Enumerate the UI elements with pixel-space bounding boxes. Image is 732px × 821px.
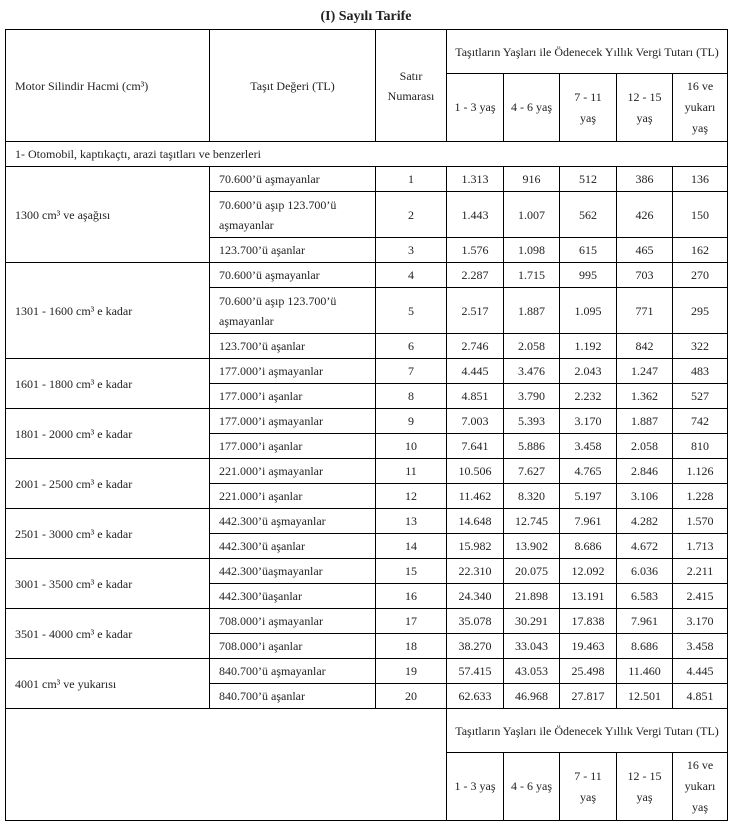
table-row	[6, 659, 728, 684]
engine-volume-cell: 4001 cm³ ve yukarısı	[6, 659, 210, 709]
vehicle-value-cell: 123.700’ü aşanlar	[210, 334, 376, 359]
vehicle-value-cell: 442.300’üaşanlar	[210, 584, 376, 609]
tax-amount-cell: 465	[617, 238, 673, 263]
tax-amount-cell: 2.232	[560, 384, 617, 409]
tax-amount-cell: 2.211	[673, 559, 728, 584]
tariff-table	[5, 29, 728, 821]
row-number-cell: 19	[376, 659, 447, 684]
tax-amount-cell: 4.445	[447, 359, 504, 384]
header-age-5: 16 ve yukarı yaş	[673, 74, 728, 142]
header-row-number: Satır Numarası	[376, 30, 447, 142]
tax-amount-cell: 7.961	[617, 609, 673, 634]
row-number-cell: 13	[376, 509, 447, 534]
tax-amount-cell: 2.415	[673, 584, 728, 609]
table-row	[6, 509, 728, 534]
vehicle-value-cell: 123.700’ü aşanlar	[210, 238, 376, 263]
tax-amount-cell: 322	[673, 334, 728, 359]
tax-amount-cell: 15.982	[447, 534, 504, 559]
row-number-cell: 18	[376, 634, 447, 659]
section-row	[6, 142, 728, 167]
tariff-table-body	[6, 30, 728, 821]
tax-amount-cell: 7.961	[560, 509, 617, 534]
vehicle-value-cell: 221.000’i aşmayanlar	[210, 459, 376, 484]
row-number-cell: 17	[376, 609, 447, 634]
vehicle-value-cell: 708.000’i aşanlar	[210, 634, 376, 659]
tax-amount-cell: 4.282	[617, 509, 673, 534]
tax-amount-cell: 4.851	[447, 384, 504, 409]
tax-amount-cell: 3.476	[504, 359, 560, 384]
row-number-cell: 16	[376, 584, 447, 609]
tax-amount-cell: 1.887	[504, 288, 560, 334]
footer-age-4: 12 - 15 yaş	[617, 753, 673, 821]
tax-amount-cell: 5.393	[504, 409, 560, 434]
tax-amount-cell: 386	[617, 167, 673, 192]
tax-amount-cell: 6.036	[617, 559, 673, 584]
tax-amount-cell: 512	[560, 167, 617, 192]
row-number-cell: 11	[376, 459, 447, 484]
tax-amount-cell: 46.968	[504, 684, 560, 709]
table-row	[6, 559, 728, 584]
tax-amount-cell: 162	[673, 238, 728, 263]
header-age-3: 7 - 11 yaş	[560, 74, 617, 142]
tax-amount-cell: 2.517	[447, 288, 504, 334]
vehicle-value-cell: 442.300’ü aşanlar	[210, 534, 376, 559]
tax-amount-cell: 295	[673, 288, 728, 334]
tax-amount-cell: 25.498	[560, 659, 617, 684]
engine-volume-cell: 1301 - 1600 cm³ e kadar	[6, 263, 210, 359]
table-row	[6, 409, 728, 434]
tax-amount-cell: 1.887	[617, 409, 673, 434]
tax-amount-cell: 426	[617, 192, 673, 238]
vehicle-value-cell: 840.700’ü aşmayanlar	[210, 659, 376, 684]
tax-amount-cell: 810	[673, 434, 728, 459]
tax-amount-cell: 30.291	[504, 609, 560, 634]
section-title: 1- Otomobil, kaptıkaçtı, arazi taşıtları ve benzerleri	[6, 142, 728, 167]
vehicle-value-cell: 70.600’ü aşmayanlar	[210, 167, 376, 192]
tax-amount-cell: 1.098	[504, 238, 560, 263]
row-number-cell: 14	[376, 534, 447, 559]
footer-blank-cell	[6, 709, 447, 821]
engine-volume-cell: 3501 - 4000 cm³ e kadar	[6, 609, 210, 659]
tax-amount-cell: 14.648	[447, 509, 504, 534]
tax-amount-cell: 4.765	[560, 459, 617, 484]
table-row	[6, 167, 728, 192]
tax-amount-cell: 1.007	[504, 192, 560, 238]
tax-amount-cell: 4.851	[673, 684, 728, 709]
tax-amount-cell: 13.191	[560, 584, 617, 609]
vehicle-value-cell: 221.000’i aşanlar	[210, 484, 376, 509]
engine-volume-cell: 2001 - 2500 cm³ e kadar	[6, 459, 210, 509]
table-title: (I) Sayılı Tarife	[320, 9, 412, 24]
row-number-cell: 10	[376, 434, 447, 459]
tax-amount-cell: 615	[560, 238, 617, 263]
row-number-cell: 1	[376, 167, 447, 192]
tax-amount-cell: 1.362	[617, 384, 673, 409]
tax-amount-cell: 562	[560, 192, 617, 238]
tax-amount-cell: 35.078	[447, 609, 504, 634]
tax-amount-cell: 3.106	[617, 484, 673, 509]
engine-volume-cell: 1601 - 1800 cm³ e kadar	[6, 359, 210, 409]
tax-amount-cell: 2.846	[617, 459, 673, 484]
footer-header-row	[6, 709, 728, 753]
tax-amount-cell: 1.228	[673, 484, 728, 509]
footer-age-1: 1 - 3 yaş	[447, 753, 504, 821]
tax-amount-cell: 57.415	[447, 659, 504, 684]
tax-amount-cell: 17.838	[560, 609, 617, 634]
tax-amount-cell: 4.672	[617, 534, 673, 559]
tax-amount-cell: 7.641	[447, 434, 504, 459]
tax-amount-cell: 24.340	[447, 584, 504, 609]
vehicle-value-cell: 70.600’ü aşmayanlar	[210, 263, 376, 288]
tax-amount-cell: 33.043	[504, 634, 560, 659]
tax-amount-cell: 8.686	[560, 534, 617, 559]
tax-amount-cell: 527	[673, 384, 728, 409]
tax-amount-cell: 1.313	[447, 167, 504, 192]
engine-volume-cell: 2501 - 3000 cm³ e kadar	[6, 509, 210, 559]
header-row	[6, 30, 728, 74]
footer-age-5: 16 ve yukarı yaş	[673, 753, 728, 821]
header-engine-volume: Motor Silindir Hacmi (cm³)	[6, 30, 210, 142]
tax-amount-cell: 1.126	[673, 459, 728, 484]
row-number-cell: 6	[376, 334, 447, 359]
tax-amount-cell: 1.192	[560, 334, 617, 359]
vehicle-value-cell: 70.600’ü aşıp 123.700’ü aşmayanlar	[210, 288, 376, 334]
tax-amount-cell: 2.058	[617, 434, 673, 459]
vehicle-value-cell: 177.000’i aşmayanlar	[210, 409, 376, 434]
tax-amount-cell: 916	[504, 167, 560, 192]
header-tax-group: Taşıtların Yaşları ile Ödenecek Yıllık Vergi Tutarı (TL)	[447, 30, 728, 74]
footer-tax-group: Taşıtların Yaşları ile Ödenecek Yıllık Vergi Tutarı (TL)	[447, 709, 728, 753]
tax-amount-cell: 2.746	[447, 334, 504, 359]
table-row	[6, 263, 728, 288]
tax-amount-cell: 3.458	[673, 634, 728, 659]
row-number-cell: 2	[376, 192, 447, 238]
tax-amount-cell: 22.310	[447, 559, 504, 584]
tax-amount-cell: 2.058	[504, 334, 560, 359]
header-age-2: 4 - 6 yaş	[504, 74, 560, 142]
tax-amount-cell: 3.790	[504, 384, 560, 409]
tax-amount-cell: 150	[673, 192, 728, 238]
vehicle-value-cell: 177.000’i aşmayanlar	[210, 359, 376, 384]
footer-age-2: 4 - 6 yaş	[504, 753, 560, 821]
table-row	[6, 609, 728, 634]
tax-amount-cell: 43.053	[504, 659, 560, 684]
tax-amount-cell: 12.501	[617, 684, 673, 709]
engine-volume-cell: 1801 - 2000 cm³ e kadar	[6, 409, 210, 459]
tax-amount-cell: 2.043	[560, 359, 617, 384]
tax-amount-cell: 842	[617, 334, 673, 359]
vehicle-value-cell: 708.000’i aşmayanlar	[210, 609, 376, 634]
vehicle-value-cell: 70.600’ü aşıp 123.700’ü aşmayanlar	[210, 192, 376, 238]
tax-amount-cell: 5.197	[560, 484, 617, 509]
tax-amount-cell: 13.902	[504, 534, 560, 559]
row-number-cell: 5	[376, 288, 447, 334]
vehicle-value-cell: 442.300’ü aşmayanlar	[210, 509, 376, 534]
tax-amount-cell: 27.817	[560, 684, 617, 709]
tax-amount-cell: 742	[673, 409, 728, 434]
engine-volume-cell: 3001 - 3500 cm³ e kadar	[6, 559, 210, 609]
tax-amount-cell: 12.745	[504, 509, 560, 534]
tax-amount-cell: 4.445	[673, 659, 728, 684]
tax-amount-cell: 3.170	[560, 409, 617, 434]
row-number-cell: 8	[376, 384, 447, 409]
tax-amount-cell: 1.443	[447, 192, 504, 238]
tax-amount-cell: 8.320	[504, 484, 560, 509]
tax-amount-cell: 270	[673, 263, 728, 288]
tax-amount-cell: 5.886	[504, 434, 560, 459]
tax-amount-cell: 11.462	[447, 484, 504, 509]
engine-volume-cell: 1300 cm³ ve aşağısı	[6, 167, 210, 263]
tax-amount-cell: 1.576	[447, 238, 504, 263]
vehicle-value-cell: 177.000’i aşanlar	[210, 384, 376, 409]
tax-amount-cell: 62.633	[447, 684, 504, 709]
tax-amount-cell: 1.095	[560, 288, 617, 334]
row-number-cell: 7	[376, 359, 447, 384]
tax-amount-cell: 20.075	[504, 559, 560, 584]
tax-amount-cell: 8.686	[617, 634, 673, 659]
footer-age-3: 7 - 11 yaş	[560, 753, 617, 821]
tax-amount-cell: 6.583	[617, 584, 673, 609]
tax-amount-cell: 703	[617, 263, 673, 288]
vehicle-value-cell: 177.000’i aşanlar	[210, 434, 376, 459]
tax-amount-cell: 1.570	[673, 509, 728, 534]
header-age-4: 12 - 15 yaş	[617, 74, 673, 142]
tax-amount-cell: 1.715	[504, 263, 560, 288]
tax-amount-cell: 7.003	[447, 409, 504, 434]
tax-amount-cell: 1.247	[617, 359, 673, 384]
tax-amount-cell: 3.458	[560, 434, 617, 459]
tax-amount-cell: 11.460	[617, 659, 673, 684]
tax-amount-cell: 136	[673, 167, 728, 192]
tax-amount-cell: 483	[673, 359, 728, 384]
header-age-1: 1 - 3 yaş	[447, 74, 504, 142]
table-row	[6, 459, 728, 484]
table-row	[6, 359, 728, 384]
tax-amount-cell: 19.463	[560, 634, 617, 659]
tax-amount-cell: 38.270	[447, 634, 504, 659]
vehicle-value-cell: 442.300’üaşmayanlar	[210, 559, 376, 584]
tax-amount-cell: 995	[560, 263, 617, 288]
row-number-cell: 12	[376, 484, 447, 509]
tax-amount-cell: 21.898	[504, 584, 560, 609]
tax-amount-cell: 12.092	[560, 559, 617, 584]
row-number-cell: 4	[376, 263, 447, 288]
vehicle-value-cell: 840.700’ü aşanlar	[210, 684, 376, 709]
tax-amount-cell: 7.627	[504, 459, 560, 484]
tax-amount-cell: 10.506	[447, 459, 504, 484]
tax-amount-cell: 771	[617, 288, 673, 334]
row-number-cell: 20	[376, 684, 447, 709]
header-vehicle-value: Taşıt Değeri (TL)	[210, 30, 376, 142]
tax-amount-cell: 1.713	[673, 534, 728, 559]
row-number-cell: 3	[376, 238, 447, 263]
tax-amount-cell: 3.170	[673, 609, 728, 634]
tax-amount-cell: 2.287	[447, 263, 504, 288]
row-number-cell: 9	[376, 409, 447, 434]
row-number-cell: 15	[376, 559, 447, 584]
